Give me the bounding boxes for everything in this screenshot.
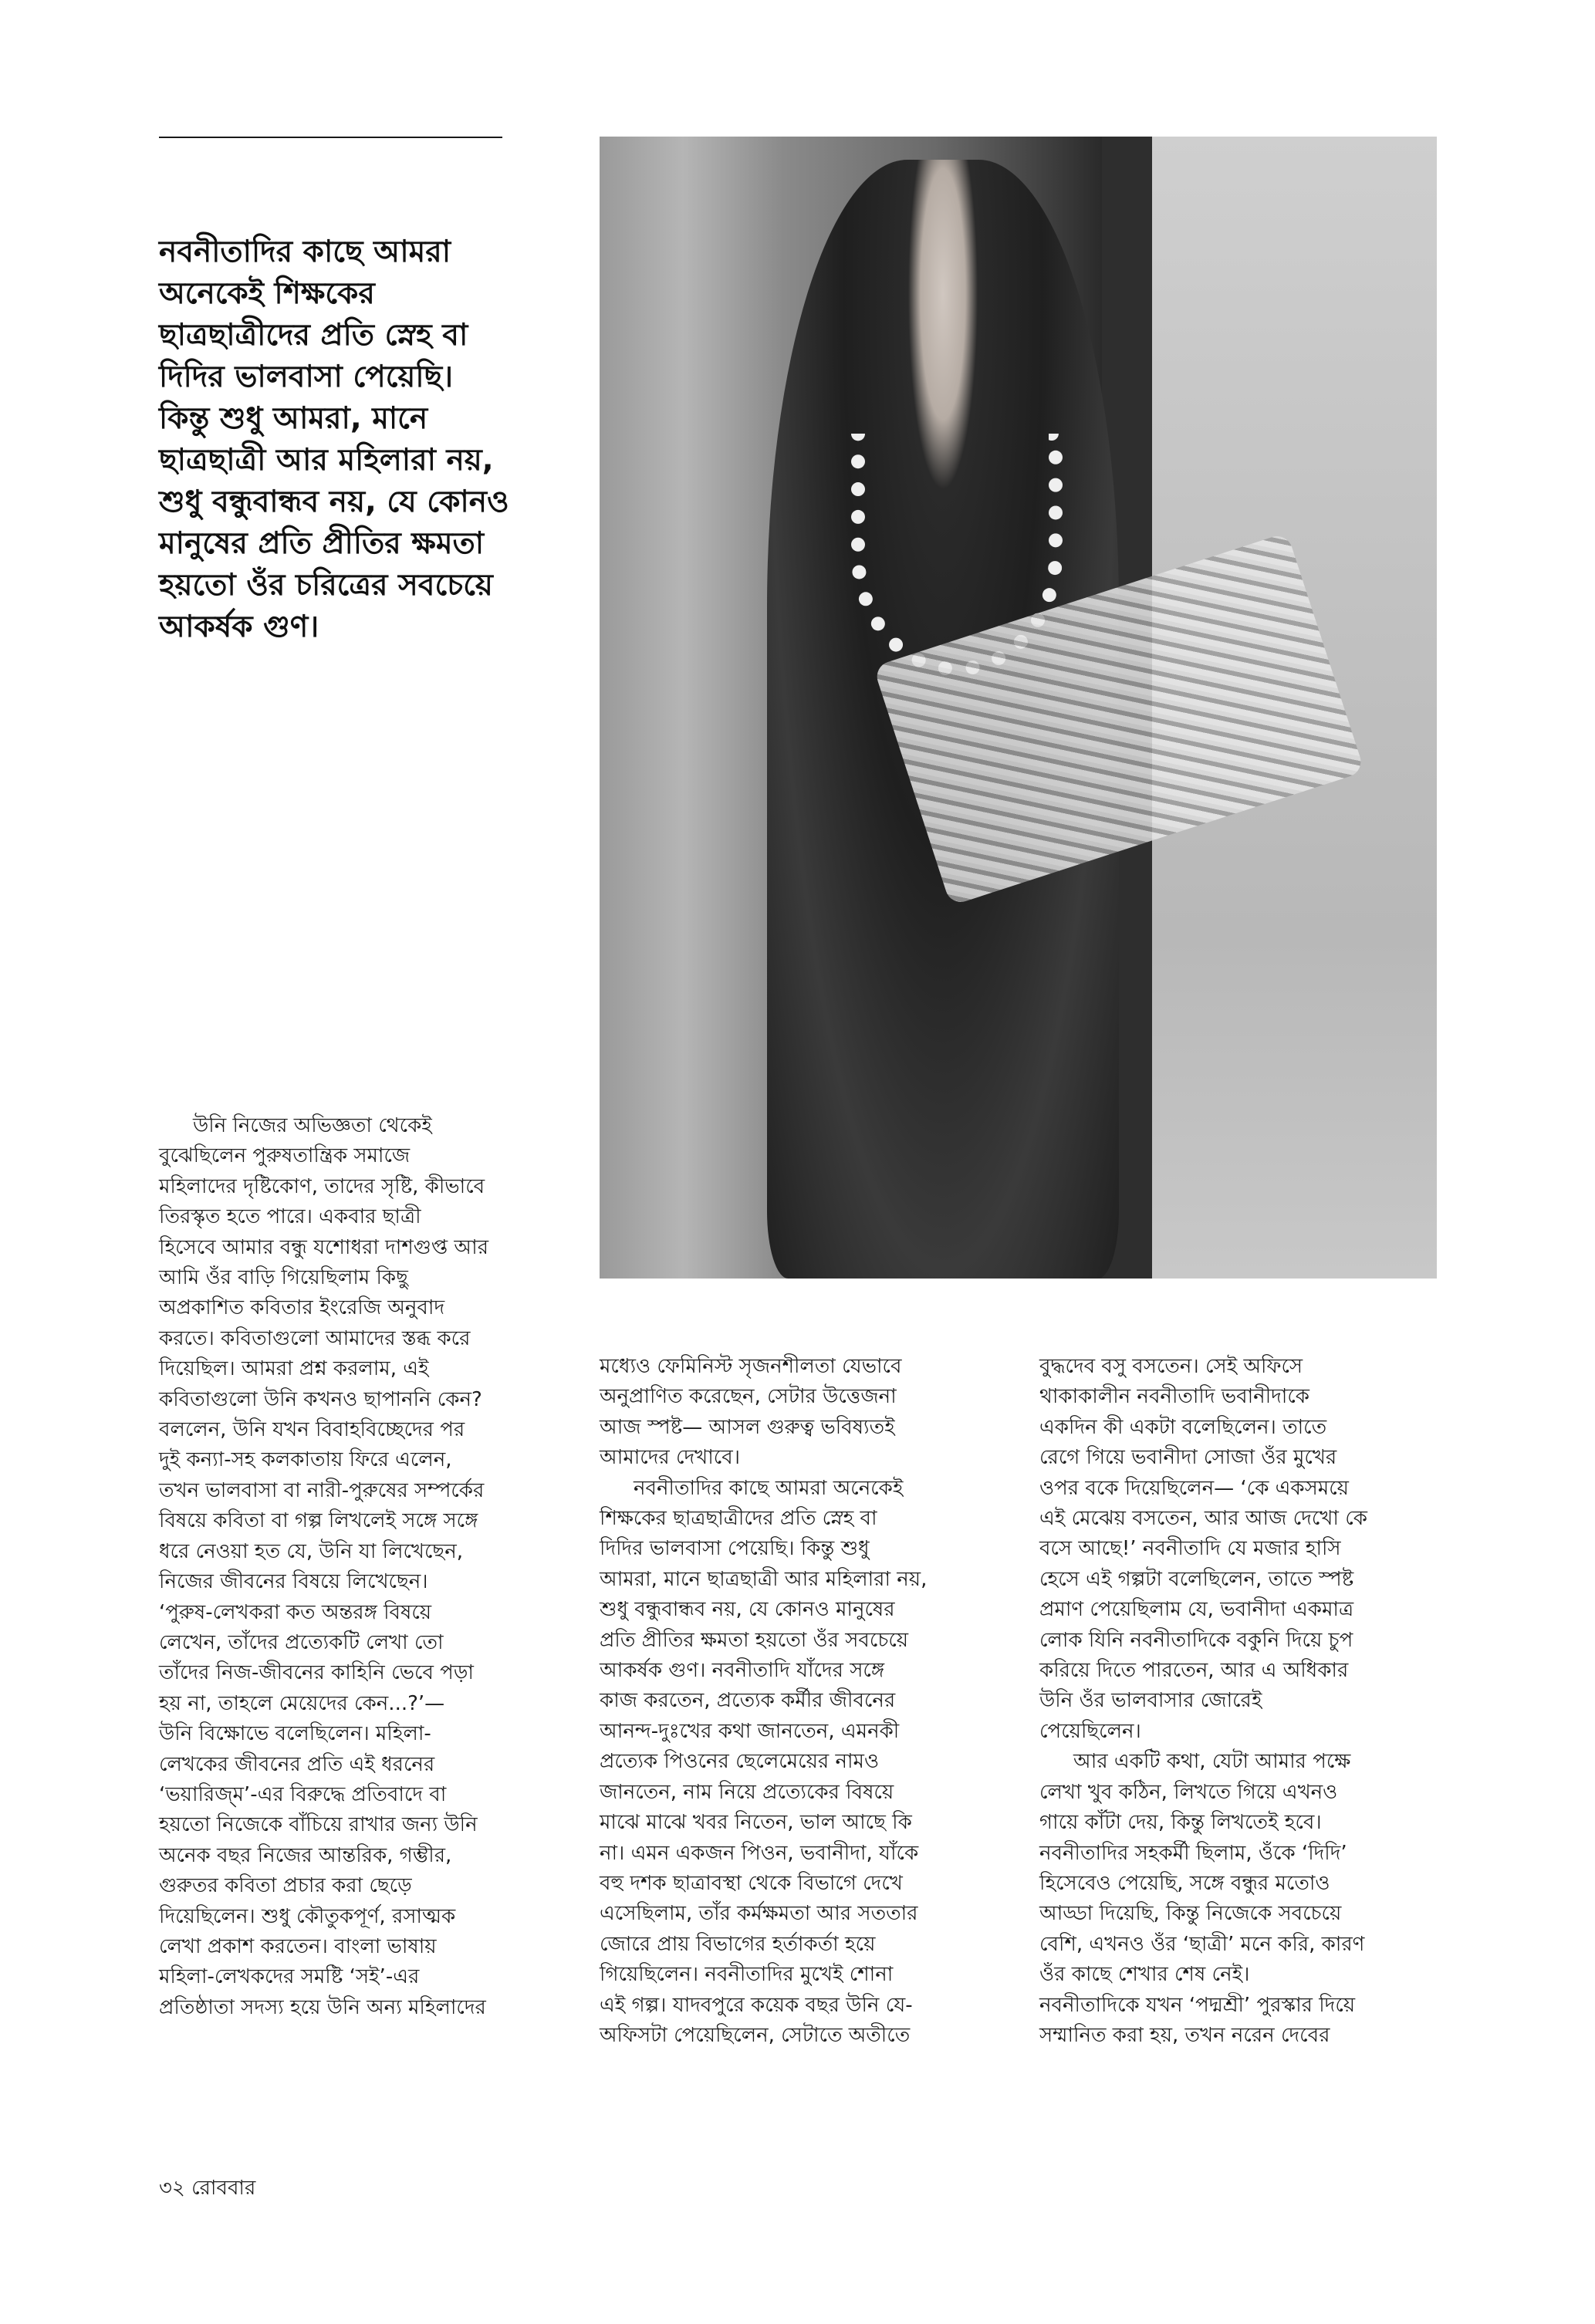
portrait-photo (600, 137, 1437, 1279)
text-line: মহিলা-লেখকদের সমষ্টি ‘সই’-এর (159, 1965, 420, 1989)
text-line: এই গল্প। যাদবপুরে কয়েক বছর উনি যে- (600, 1993, 913, 2017)
text-line: প্রতিষ্ঠাতা সদস্য হয়ে উনি অন্য মহিলাদের (159, 1995, 486, 2019)
text-line: বুদ্ধদেব বসু বসতেন। সেই অফিসে (1039, 1355, 1303, 1378)
pull-quote-line: আকর্ষক গুণ। (159, 610, 319, 644)
page-folio (159, 2172, 255, 2206)
text-line: এসেছিলাম, তাঁর কর্মক্ষমতা আর সততার (600, 1902, 918, 1926)
text-line: হিসেবেও পেয়েছি, সঙ্গে বন্ধুর মতোও (1039, 1871, 1330, 1895)
text-line: হিসেবে আমার বন্ধু যশোধরা দাশগুপ্ত আর (159, 1235, 489, 1259)
text-line: মহিলাদের দৃষ্টিকোণ, তাদের সৃষ্টি, কীভাবে (159, 1174, 485, 1198)
text-line: আমরা, মানে ছাত্রছাত্রী আর মহিলারা নয়, (600, 1567, 928, 1591)
text-line: মধ্যেও ফেমিনিস্ট সৃজনশীলতা যেভাবে (600, 1355, 902, 1378)
paragraph-start-line: নবনীতাদির কাছে আমরা অনেকেই (634, 1476, 904, 1500)
text-line: জানতেন, নাম নিয়ে প্রত্যেকের বিষয়ে (600, 1780, 894, 1804)
text-line: দিয়েছিল। আমরা প্রশ্ন করলাম, এই (159, 1357, 429, 1381)
text-line: আমি ওঁর বাড়ি গিয়েছিলাম কিছু (159, 1266, 408, 1290)
text-line: ‘পুরুষ-লেখকরা কত অন্তরঙ্গ বিষয়ে (159, 1600, 432, 1624)
text-line: বিষয়ে কবিতা বা গল্প লিখলেই সঙ্গে সঙ্গে (159, 1509, 478, 1533)
text-line: দিদির ভালবাসা পেয়েছি। কিন্তু শুধু (600, 1537, 870, 1561)
text-line: লোক যিনি নবনীতাদিকে বকুনি দিয়ে চুপ (1039, 1628, 1353, 1652)
text-line: আড্ডা দিয়েছি, কিন্তু নিজেকে সবচেয়ে (1039, 1902, 1342, 1926)
text-line: গুরুতর কবিতা প্রচার করা ছেড়ে (159, 1874, 412, 1898)
text-line: উনি ওঁর ভালবাসার জোরেই (1039, 1689, 1262, 1713)
text-line: ওপর বকে দিয়েছিলেন— ‘কে একসময়ে (1039, 1476, 1349, 1500)
pull-quote-line: কিন্তু শুধু আমরা, মানে (159, 401, 428, 436)
text-line: লেখকের জীবনের প্রতি এই ধরনের (159, 1752, 435, 1776)
pull-quote-rule (159, 137, 502, 138)
text-line: সম্মানিত করা হয়, তখন নরেন দেবের (1039, 2023, 1330, 2047)
article-column-1 (159, 1111, 560, 2023)
pull-quote-line: শুধু বন্ধুবান্ধব নয়, যে কোনও (159, 485, 509, 519)
text-line: ‘ভয়ারিজ্‌ম’-এর বিরুদ্ধে প্রতিবাদে বা (159, 1782, 447, 1806)
pull-quote-line: অনেকেই শিক্ষকের (159, 276, 375, 311)
text-line: আকর্ষক গুণ। নবনীতাদি যাঁদের সঙ্গে (600, 1659, 885, 1683)
text-line: একদিন কী একটা বলেছিলেন। তাতে (1039, 1415, 1327, 1439)
text-line: বুঝেছিলেন পুরুষতান্ত্রিক সমাজে (159, 1144, 411, 1168)
text-line: তখন ভালবাসা বা নারী-পুরুষের সম্পর্কের (159, 1478, 485, 1502)
text-line: লেখেন, তাঁদের প্রত্যেকটি লেখা তো (159, 1630, 444, 1654)
text-line: জোরে প্রায় বিভাগের হর্তাকর্তা হয়ে (600, 1932, 876, 1956)
text-line: বললেন, উনি যখন বিবাহবিচ্ছেদের পর (159, 1418, 465, 1442)
paragraph-start-line: উনি নিজের অভিজ্ঞতা থেকেই (193, 1114, 432, 1137)
text-line: হয়তো নিজেকে বাঁচিয়ে রাখার জন্য উনি (159, 1813, 478, 1837)
text-line: লেখা প্রকাশ করতেন। বাংলা ভাষায় (159, 1934, 437, 1958)
text-line: গায়ে কাঁটা দেয়, কিন্তু লিখতেই হবে। (1039, 1811, 1322, 1835)
text-line: আনন্দ-দুঃখের কথা জানতেন, এমনকী (600, 1719, 900, 1743)
text-line: কাজ করতেন, প্রত্যেক কর্মীর জীবনের (600, 1689, 896, 1713)
text-line: গিয়েছিলেন। নবনীতাদির মুখেই শোনা (600, 1963, 894, 1987)
pull-quote-line: নবনীতাদির কাছে আমরা (159, 235, 451, 269)
article-column-3 (1039, 1352, 1441, 2051)
pull-quote-line: দিদির ভালবাসা পেয়েছি। (159, 360, 454, 394)
text-line: না। এমন একজন পিওন, ভবানীদা, যাঁকে (600, 1841, 919, 1865)
text-line: শিক্ষকের ছাত্রছাত্রীদের প্রতি স্নেহ বা (600, 1507, 877, 1531)
pull-quote-line: ছাত্রছাত্রীদের প্রতি স্নেহ বা (159, 318, 468, 353)
text-line: দুই কন্যা-সহ কলকাতায় ফিরে এলেন, (159, 1448, 452, 1472)
text-line: প্রত্যেক পিওনের ছেলেমেয়ের নামও (600, 1750, 880, 1774)
text-line: নিজের জীবনের বিষয়ে লিখেছেন। (159, 1570, 428, 1594)
text-line: থাকাকালীন নবনীতাদি ভবানীদাকে (1039, 1385, 1309, 1409)
publication-name: রোববার (191, 2177, 256, 2200)
text-line: প্রমাণ পেয়েছিলাম যে, ভবানীদা একমাত্র (1039, 1598, 1354, 1622)
paragraph-start-line: আর একটি কথা, যেটা আমার পক্ষে (1073, 1750, 1351, 1774)
text-line: এই মেঝেয় বসতেন, আর আজ দেখো কে (1039, 1507, 1367, 1531)
text-line: নবনীতাদির সহকর্মী ছিলাম, ওঁকে ‘দিদি’ (1039, 1841, 1347, 1865)
text-line: দিয়েছিলেন। শুধু কৌতুকপূর্ণ, রসাত্মক (159, 1904, 456, 1928)
text-line: নবনীতাদিকে যখন ‘পদ্মশ্রী’ পুরস্কার দিয়ে (1039, 1993, 1356, 2017)
text-line: হেসে এই গল্পটা বলেছিলেন, তাতে স্পষ্ট (1039, 1567, 1354, 1591)
article-column-2 (600, 1352, 1001, 2051)
text-line: ওঁর কাছে শেখার শেষ নেই। (1039, 1963, 1250, 1987)
text-line: করিয়ে দিতে পারতেন, আর এ অধিকার (1039, 1659, 1349, 1683)
text-line: আমাদের দেখাবে। (600, 1446, 741, 1470)
pull-quote-line: ছাত্রছাত্রী আর মহিলারা নয়, (159, 443, 494, 478)
text-line: অফিসটা পেয়েছিলেন, সেটাতে অতীতে (600, 2023, 911, 2047)
text-line: অনেক বছর নিজের আন্তরিক, গম্ভীর, (159, 1843, 452, 1867)
text-line: তাঁদের নিজ-জীবনের কাহিনি ভেবে পড়া (159, 1661, 474, 1685)
text-line: অনুপ্রাণিত করেছেন, সেটার উত্তেজনা (600, 1385, 897, 1409)
text-line: বসে আছে!’ নবনীতাদি যে মজার হাসি (1039, 1537, 1341, 1561)
text-line: বেশি, এখনও ওঁর ‘ছাত্রী’ মনে করি, কারণ (1039, 1932, 1365, 1956)
text-line: লেখা খুব কঠিন, লিখতে গিয়ে এখনও (1039, 1780, 1338, 1804)
text-line: হয় না, তাহলে মেয়েদের কেন...?’— (159, 1691, 445, 1715)
text-line: মাঝে মাঝে খবর নিতেন, ভাল আছে কি (600, 1811, 912, 1835)
text-line: কবিতাগুলো উনি কখনও ছাপাননি কেন? (159, 1387, 482, 1411)
pull-quote-line: মানুষের প্রতি প্রীতির ক্ষমতা (159, 526, 485, 561)
text-line: শুধু বন্ধুবান্ধব নয়, যে কোনও মানুষের (600, 1598, 895, 1622)
text-line: ধরে নেওয়া হত যে, উনি যা লিখেছেন, (159, 1539, 463, 1563)
text-line: পেয়েছিলেন। (1039, 1719, 1141, 1743)
text-line: অপ্রকাশিত কবিতার ইংরেজি অনুবাদ (159, 1296, 445, 1320)
text-line: করতে। কবিতাগুলো আমাদের স্তব্ধ করে (159, 1326, 471, 1350)
text-line: রেগে গিয়ে ভবানীদা সোজা ওঁর মুখের (1039, 1446, 1337, 1470)
text-line: বহু দশক ছাত্রাবস্থা থেকে বিভাগে দেখে (600, 1871, 903, 1895)
text-line: প্রতি প্রীতির ক্ষমতা হয়তো ওঁর সবচেয়ে (600, 1628, 909, 1652)
pull-quote-line: হয়তো ওঁর চরিত্রের সবচেয়ে (159, 568, 493, 603)
text-line: তিরস্কৃত হতে পারে। একবার ছাত্রী (159, 1205, 421, 1229)
page-number: ৩২ (159, 2177, 185, 2200)
text-line: উনি বিক্ষোভে বলেছিলেন। মহিলা- (159, 1722, 431, 1746)
text-line: আজ স্পষ্ট— আসল গুরুত্ব ভবিষ্যতই (600, 1415, 895, 1439)
pull-quote (159, 231, 560, 648)
